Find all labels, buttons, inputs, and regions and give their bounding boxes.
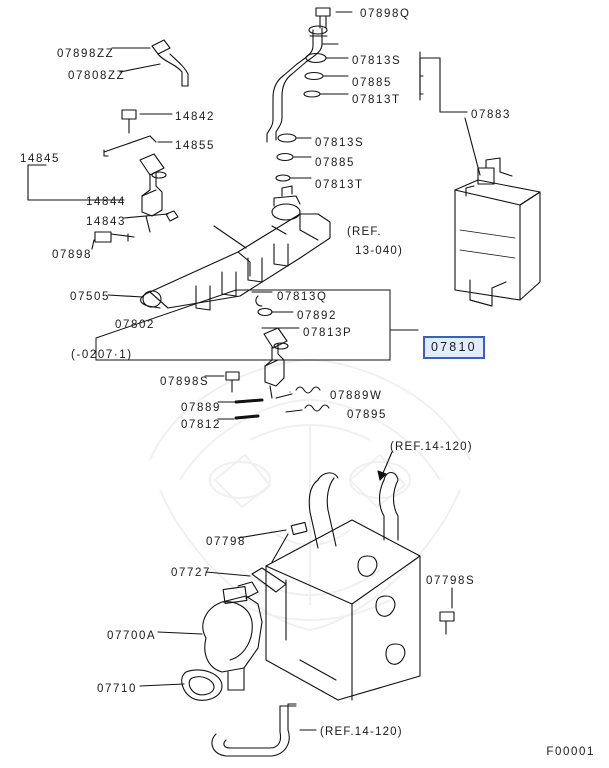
- part-label-07813s: 07813S: [315, 137, 365, 149]
- highlighted-part-number[interactable]: 07810: [423, 336, 485, 359]
- part-label-14855: 14855: [175, 140, 215, 152]
- part-label-07885: 07885: [315, 157, 355, 169]
- part-label-07895: 07895: [347, 409, 387, 421]
- part-label-07505: 07505: [70, 291, 110, 303]
- part-label-07710: 07710: [97, 683, 137, 695]
- part-label-07883: 07883: [471, 109, 511, 121]
- sheet-code: F00001: [546, 746, 595, 758]
- part-label-07813t: 07813T: [315, 179, 364, 191]
- part-label-07892: 07892: [297, 310, 337, 322]
- part-label-07898q: 07898Q: [360, 8, 411, 20]
- part-label-14842: 14842: [175, 111, 215, 123]
- part-label-ref-14-120: (REF.14-120): [390, 441, 473, 453]
- part-label-07813q: 07813Q: [277, 291, 328, 303]
- part-label-0207-1: (-0207·1): [71, 349, 133, 361]
- part-label-07798: 07798: [206, 536, 246, 548]
- part-label-07889w: 07889W: [330, 390, 383, 402]
- part-label-14844: 14844: [86, 196, 126, 208]
- part-label-07885: 07885: [352, 77, 392, 89]
- part-label-ref-14-120: (REF.14-120): [320, 726, 403, 738]
- part-label-07808zz: 07808ZZ: [68, 70, 126, 82]
- part-label-07898s: 07898S: [160, 376, 210, 388]
- part-label-07813t: 07813T: [352, 94, 401, 106]
- part-label-07812: 07812: [181, 419, 221, 431]
- part-label-14845: 14845: [20, 153, 60, 165]
- part-label-07727: 07727: [171, 567, 211, 579]
- part-label-14843: 14843: [86, 216, 126, 228]
- part-label-07813p: 07813P: [303, 327, 353, 339]
- part-label-07889: 07889: [181, 402, 221, 414]
- part-label-07898zz: 07898ZZ: [57, 48, 115, 60]
- part-label-13-040: 13-040): [355, 245, 404, 257]
- part-label-07802: 07802: [115, 319, 155, 331]
- part-label-07700a: 07700A: [107, 630, 157, 642]
- part-label-07798s: 07798S: [426, 575, 476, 587]
- part-label-07898: 07898: [52, 249, 92, 261]
- part-label-07813s: 07813S: [352, 55, 402, 67]
- part-label-ref: (REF.: [347, 226, 382, 238]
